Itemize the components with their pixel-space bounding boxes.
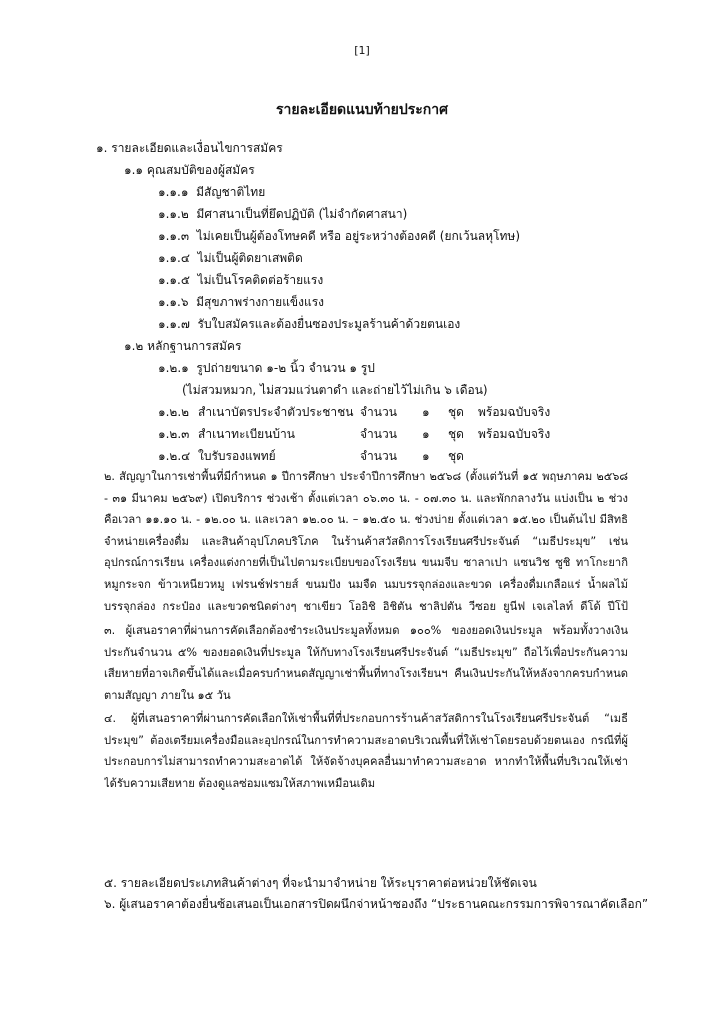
section-5-line: ๕. รายละเอียดประเภทสินค้าต่างๆ ที่จะนำมาจำหน่าย ให้ระบุราคาต่อหน่วยให้ชัดเจน [104,876,537,890]
section-1-heading: ๑. รายละเอียดและเงื่อนไขการสมัคร [96,141,283,155]
item-number: ๑.๑.๗ [158,317,190,331]
item-number: ๑.๑.๒ [158,207,189,221]
document-item-text: สำเนาทะเบียนบ้าน [198,427,295,441]
qualifications-heading: ๑.๑ คุณสมบัติของผู้สมัคร [124,163,255,177]
item-number: ๑.๑.๔ [158,251,190,265]
item-text: มีศาสนาเป็นที่ยึดปฏิบัติ (ไม่จำกัดศาสนา) [196,207,408,221]
qualification-item [158,272,323,288]
document-unit: ชุด [448,449,464,463]
item-text: มีสุขภาพร่างกายแข็งแรง [196,295,325,309]
item-text: ไม่เป็นโรคติดต่อร้ายแรง [197,273,324,287]
documents-heading: ๑.๒ หลักฐานการสมัคร [124,339,242,353]
qualification-item [158,250,303,266]
section-3-paragraph: ๓. ผู้เสนอราคาที่ผ่านการคัดเลือกต้องชำระเงินประมูลทั้งหมด ๑๐๐% ของยอดเงินประมูล พร้อมทั้งวางเงินประกันจำนวน ๕% ของยอดเงินที่ประมูล ให้กับทางโรงเรียนศรีประจันต์ “เมธีประมุข” ถือไว้เพื่อประกันความเสียหายที่อาจเกิดขึ้นได้และเมื่อครบกำหนดสัญญาเช่าพื้นที่ทางโรงเรียนฯ คืนเงินประกันให้หลังจากครบกำหนดตามสัญญา ภายใน ๑๕ วัน [104,624,628,702]
item-number: ๑.๒.๑ [158,361,189,375]
section-4-paragraph: ๔. ผู้ที่เสนอราคาที่ผ่านการคัดเลือกให้เช่าพื้นที่ที่ประกอบการร้านค้าสวัสดิการในโรงเรียนศรีประจันต์ “เมธีประมุข” ต้องเตรียมเครื่องมือและอุปกรณ์ในการทำความสะอาดบริเวณพื้นที่ให้เช่าโดยรอบด้วยตนเอง กรณีที่ผู้ประกอบการไม่สามารถทำความสะอาดได้ ให้จัดจ้างบุคคลอื่นมาทำความสะอาด หากทำให้พื้นที่บริเวณให้เช่าได้รับความเสียหาย ต้องดูแลซ่อมแซมให้สภาพเหมือนเดิม [104,712,628,790]
item-text: ไม่เคยเป็นผู้ต้องโทษคดี หรือ อยู่ระหว่างต้องคดี (ยกเว้นลหุโทษ) [196,229,521,243]
document-title: รายละเอียดแนบท้ายประกาศ [275,102,449,118]
qualification-item [158,184,265,200]
item-number: ๑.๑.๕ [158,273,190,287]
document-item-text: ใบรับรองแพทย์ [198,449,276,463]
item-number: ๑.๑.๖ [158,295,189,309]
qualification-item [158,206,407,222]
document-qty-label: จำนวน [360,405,397,419]
document-qty: ๑ [422,449,430,463]
document-extra: พร้อมฉบับจริง [478,405,551,419]
document-item-number: ๑.๒.๒ [158,405,190,419]
page-number: [1] [354,44,370,57]
qualification-item [158,294,324,310]
document-unit: ชุด [448,405,464,419]
document-qty-label: จำนวน [360,449,397,463]
photo-note: (ไม่สวมหมวก, ไม่สวมแว่นตาดำ และถ่ายไว้ไม่เกิน ๖ เดือน) [182,383,488,397]
section-2-text-a: ๒. สัญญาในการเช่าพื้นที่มีกำหนด ๑ ปีการศึกษา ประจำปีการศึกษา ๒๕๖๘ (ตั้งแต่วันที่ ๑๕ พฤษภาคม ๒๕๖๘ - ๓๑ มีนาคม ๒๕๖๙) เปิดบริการ ช่วงเช้า ตั้งแต่เวลา ๐๖.๓๐ น. - ๐๗.๓๐ น. และพักกลางวัน แบ่งเป็น ๒ ช่วง คือเวลา ๑๑.๑๐ น. - ๑๒.๐๐ น. และเวลา ๑๒.๐๐ น. – ๑๒.๕๐ น. ช่วงบ่าย ตั้งแต่เวลา ๑๕.๒๐ เป็นต้นไป มีสิทธิจำหน่ายเครื่องดื่ม และสินค้าอุปโภคบริโภค ในร้านค้าสวัสดิการโรงเรียนศรีประจันต์ “เมธีประมุข” เช่น อุปกรณ์การเรียน เครื่องแต่งกายที่เป็นไปตามระเบียบของโรงเรียน ขนมจีบ ซาลาเปา แซนวิช ซูชิ ทาโกะยากิ หมูกระจก ข้าวเหนียวหมู เฟรนช์ฟรายส์ ขนมปัง นมจืด นมบรรจุกล่องและขวด เครื่องดื่มเกลือแร่ น้ำผลไม้บรรจุกล่อง กระป๋อง และขวดชนิดต่างๆ ชาเขียว โออิชิ อิชิตัน ชาลิปตัน วีซอย ยูนีฟ เจเลไลท์ ดีโด้ ปีโป้ [104,470,628,613]
document-extra: พร้อมฉบับจริง [478,427,551,441]
section-2-paragraph [104,466,628,618]
item-number: ๑.๑.๑ [158,185,189,199]
qualification-item [158,228,520,244]
item-text: ไม่เป็นผู้ติดยาเสพติด [197,251,303,265]
document-qty: ๑ [422,427,430,441]
item-number: ๑.๑.๓ [158,229,190,243]
document-item-text: สำเนาบัตรประจำตัวประชาชน [198,405,354,419]
qualification-item [158,316,460,332]
item-text: รับใบสมัครและต้องยื่นซองประมูลร้านค้าด้วยตนเอง [197,317,461,331]
document-item-photo [158,360,375,376]
item-text: รูปถ่ายขนาด ๑-๒ นิ้ว จำนวน ๑ รูป [196,361,375,375]
document-unit: ชุด [448,427,464,441]
document-qty: ๑ [422,405,430,419]
section-6-line: ๖. ผู้เสนอราคาต้องยื่นซ้อเสนอเป็นเอกสารปิดผนึกจ่าหน้าซองถึง “ประธานคณะกรรมการพิจารณาคัดเลือก” [104,897,649,911]
document-item-number: ๑.๒.๓ [158,427,190,441]
item-text: มีสัญชาติไทย [196,185,266,199]
document-qty-label: จำนวน [360,427,397,441]
document-item-number: ๑.๒.๔ [158,449,191,463]
